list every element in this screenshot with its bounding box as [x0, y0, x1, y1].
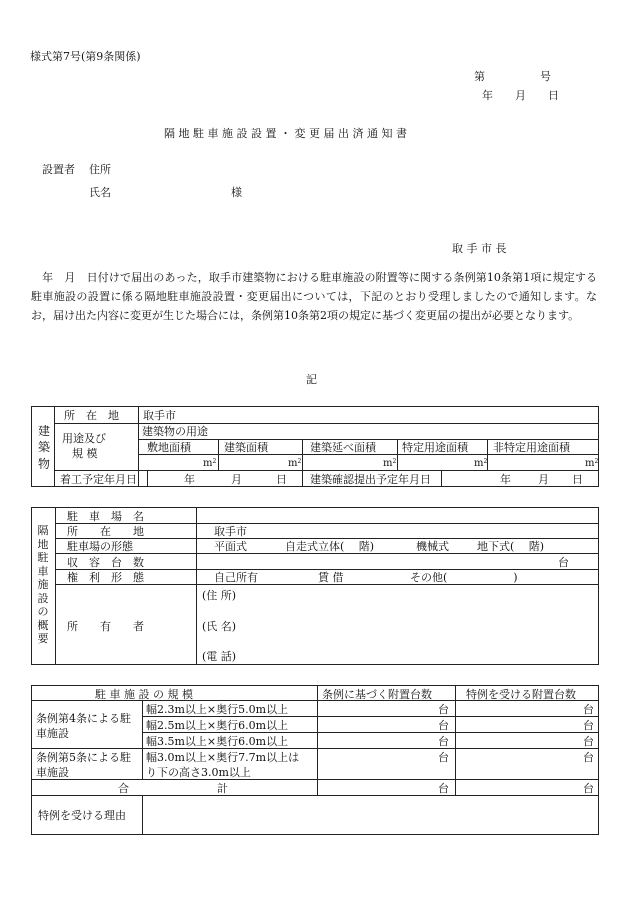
article4-size-row-3: 幅3.5m以上×奥行6.0m以上: [146, 735, 289, 748]
exception-unit-row-1: 台: [583, 703, 594, 716]
capacity-unit: 台: [558, 556, 569, 569]
rights-label: 権 利 形 態: [67, 571, 144, 584]
ordinance-count-header: 条例に基づく附置台数: [322, 688, 432, 701]
ordinance-unit-row-3: 台: [438, 735, 449, 748]
start-day-label: 日: [276, 473, 287, 486]
article5-size-line-2: り下の高さ3.0m以上: [146, 766, 251, 779]
start-date-label: 着工予定年月日: [60, 473, 137, 486]
specific-use-area-header: 特定用途面積: [402, 441, 468, 454]
building-area-header: 建築面積: [224, 441, 268, 454]
document-title: 隔 地 駐 車 施 設 設 置 ・ 変 更 届 出 済 通 知 書: [164, 127, 407, 140]
form-option-self-park: 自走式立体( 階): [285, 540, 375, 553]
honorific-label: 様: [231, 186, 242, 199]
parking-location-label: 所 在 地: [67, 525, 144, 538]
notice-body-text: 年 月 日付けで届出のあった，取手市建築物における駐車施設の附置等に関する条例第10条第1項に規定する駐車施設の設置に係る隔地駐車施設設置・変更届出については，下記のとおり受理しましたので通知します。なお，届け出た内容に変更が生じた場合には，条例第10条第2項の規定に基づく変更届の提出が必要となります。: [31, 271, 597, 322]
owner-label: 所 有 者: [67, 620, 144, 633]
document-date-label: 年 月 日: [482, 89, 559, 102]
rights-option-leased: 賃 借: [318, 571, 344, 584]
article4-size-row-2: 幅2.5m以上×奥行6.0m以上: [146, 719, 289, 732]
total-floor-area-unit: $m^2$: [383, 458, 397, 469]
form-option-mechanical: 機械式: [416, 540, 449, 553]
building-side-label-3: 物: [38, 457, 51, 471]
start-year-label: 年: [184, 473, 195, 486]
parking-form-label: 駐車場の形態: [67, 540, 133, 553]
form-label: 様式第7号(第9条関係): [30, 50, 141, 63]
article5-label-2: 車施設: [36, 766, 69, 779]
exception-unit-row-3: 台: [583, 735, 594, 748]
form-option-underground: 地下式( 階): [477, 540, 545, 553]
location-label: 所 在 地: [64, 409, 119, 422]
article5-label-1: 条例第5条による駐: [36, 751, 131, 764]
building-side-label-2: 築: [38, 440, 51, 454]
non-specific-use-area-header: 非特定用途面積: [493, 441, 570, 454]
exception-unit-row-4: 台: [583, 751, 594, 764]
non-specific-use-area-unit: $m^2$: [585, 458, 599, 469]
owner-name-field: (氏 名): [202, 620, 237, 633]
building-use-label: 建築物の用途: [142, 425, 208, 438]
installer-label: 設置者: [42, 163, 75, 176]
use-scale-label-1: 用途及び: [62, 432, 106, 445]
record-label: 記: [306, 373, 317, 386]
exception-unit-total: 台: [583, 782, 594, 795]
rights-option-other: その他( ): [410, 571, 518, 584]
article4-size-row-1: 幅2.3m以上×奥行5.0m以上: [146, 703, 289, 716]
owner-address-field: (住 所): [202, 589, 237, 602]
exception-count-header: 特例を受ける附置台数: [466, 688, 576, 701]
specific-use-area-unit: $m^2$: [474, 458, 488, 469]
name-label: 氏名: [89, 186, 111, 199]
ordinance-unit-row-1: 台: [438, 703, 449, 716]
ordinance-unit-row-2: 台: [438, 719, 449, 732]
issuer-label: 取 手 市 長: [452, 242, 507, 255]
facility-scale-header: 駐 車 施 設 の 規 模: [95, 688, 193, 701]
confirm-date-label: 建築確認提出予定年月日: [310, 473, 431, 486]
owner-phone-field: (電 話): [202, 650, 237, 663]
confirm-day-label: 日: [572, 473, 583, 486]
article4-label-2: 車施設: [36, 727, 69, 740]
parking-name-label: 駐 車 場 名: [67, 510, 144, 523]
address-label: 住所: [89, 163, 111, 176]
use-scale-label-2: 規 模: [72, 447, 98, 460]
form-option-flat: 平面式: [214, 540, 247, 553]
exception-reason-label: 特例を受ける理由: [38, 809, 126, 822]
ordinance-unit-total: 台: [438, 782, 449, 795]
document-number-label: 第 号: [474, 70, 551, 83]
parking-location-value: 取手市: [214, 525, 247, 538]
ordinance-unit-row-4: 台: [438, 751, 449, 764]
capacity-label: 収 容 台 数: [67, 556, 144, 569]
article5-size-line-1: 幅3.0m以上×奥行7.7m以上は: [146, 751, 300, 764]
start-month-label: 月: [231, 473, 242, 486]
site-area-header: 敷地面積: [147, 441, 191, 454]
total-floor-area-header: 建築延べ面積: [310, 441, 376, 454]
location-value: 取手市: [143, 409, 176, 422]
parking-side-label: 隔 地 駐 車 施 設 の 概 要: [37, 524, 49, 645]
confirm-month-label: 月: [538, 473, 549, 486]
exception-unit-row-2: 台: [583, 719, 594, 732]
confirm-year-label: 年: [500, 473, 511, 486]
total-label: 合 計: [118, 782, 228, 795]
site-area-unit: $m^2$: [203, 458, 217, 469]
article4-label-1: 条例第4条による駐: [36, 712, 131, 725]
building-side-label-1: 建: [38, 424, 51, 438]
building-area-unit: $m^2$: [288, 458, 302, 469]
rights-option-owned: 自己所有: [214, 571, 258, 584]
